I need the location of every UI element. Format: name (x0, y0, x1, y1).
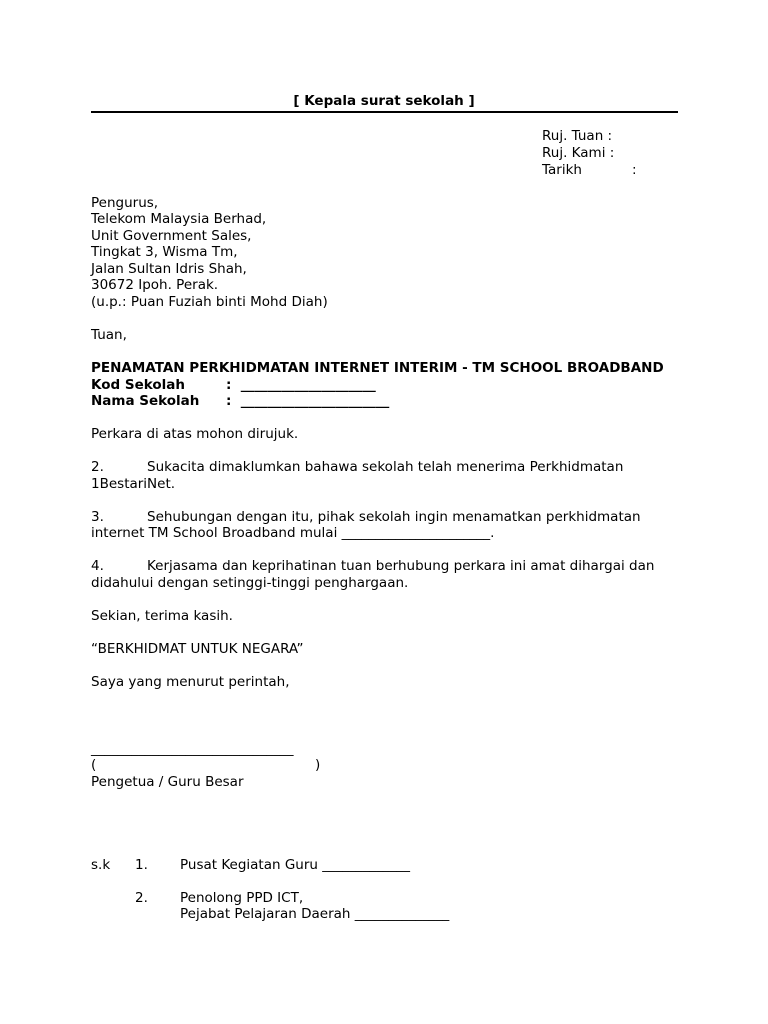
ref-tarikh-colon: : (632, 162, 637, 178)
closing-line: Sekian, terima kasih. (91, 608, 233, 624)
salutation: Tuan, (91, 327, 127, 343)
paragraph-number: 2. (91, 459, 104, 475)
kod-sekolah-field: : ____________________ (226, 377, 376, 393)
kod-sekolah-label: Kod Sekolah (91, 377, 185, 393)
signature-line: ______________________________ (91, 741, 294, 757)
cc-item-number: 1. (135, 857, 148, 873)
cc-item-text: Pusat Kegiatan Guru _____________ (180, 857, 411, 873)
paragraph-text: Kerjasama dan keprihatinan tuan berhubung perkara ini amat dihargai dan (147, 558, 655, 574)
cc-item-number: 2. (135, 890, 148, 906)
paragraph-text: 1BestariNet. (91, 476, 176, 492)
cc-item-text: Penolong PPD ICT, (180, 890, 304, 906)
signatory-title: Pengetua / Guru Besar (91, 774, 244, 790)
recipient-line: Unit Government Sales, (91, 228, 252, 244)
ref-tarikh-label: Tarikh (542, 162, 582, 178)
paragraph-text: Sehubungan dengan itu, pihak sekolah ingin menamatkan perkhidmatan (147, 509, 641, 525)
paragraph-text: didahului dengan setinggi-tinggi penghargaan. (91, 575, 409, 591)
recipient-line: 30672 Ipoh. Perak. (91, 277, 219, 293)
nama-sekolah-field: : ______________________ (226, 393, 390, 409)
cc-item-text: Pejabat Pelajaran Daerah ______________ (180, 906, 450, 922)
recipient-line: Pengurus, (91, 195, 159, 211)
paragraph-number: 3. (91, 509, 104, 525)
paragraph-text: internet TM School Broadband mulai ______________________. (91, 525, 495, 541)
motto: “BERKHIDMAT UNTUK NEGARA” (91, 641, 304, 657)
paragraph-text: Sukacita dimaklumkan bahawa sekolah telah menerima Perkhidmatan (147, 459, 624, 475)
letterhead: [ Kepala surat sekolah ] (293, 93, 475, 109)
recipient-line: (u.p.: Puan Fuziah binti Mohd Diah) (91, 294, 328, 310)
ref-ruj-tuan: Ruj. Tuan : (542, 128, 613, 144)
subject-line: PENAMATAN PERKHIDMATAN INTERNET INTERIM - TM SCHOOL BROADBAND (91, 360, 664, 376)
recipient-line: Tingkat 3, Wisma Tm, (91, 244, 238, 260)
signatory-name-open: ( (91, 757, 97, 773)
paragraph-number: 4. (91, 558, 104, 574)
opening-line: Perkara di atas mohon dirujuk. (91, 426, 299, 442)
sign-off: Saya yang menurut perintah, (91, 674, 290, 690)
ref-ruj-kami: Ruj. Kami : (542, 145, 615, 161)
nama-sekolah-label: Nama Sekolah (91, 393, 200, 409)
recipient-line: Jalan Sultan Idris Shah, (91, 261, 247, 277)
letterhead-rule (91, 111, 678, 113)
signatory-name-close: ) (315, 757, 321, 773)
recipient-line: Telekom Malaysia Berhad, (91, 211, 267, 227)
cc-label: s.k (91, 857, 111, 873)
